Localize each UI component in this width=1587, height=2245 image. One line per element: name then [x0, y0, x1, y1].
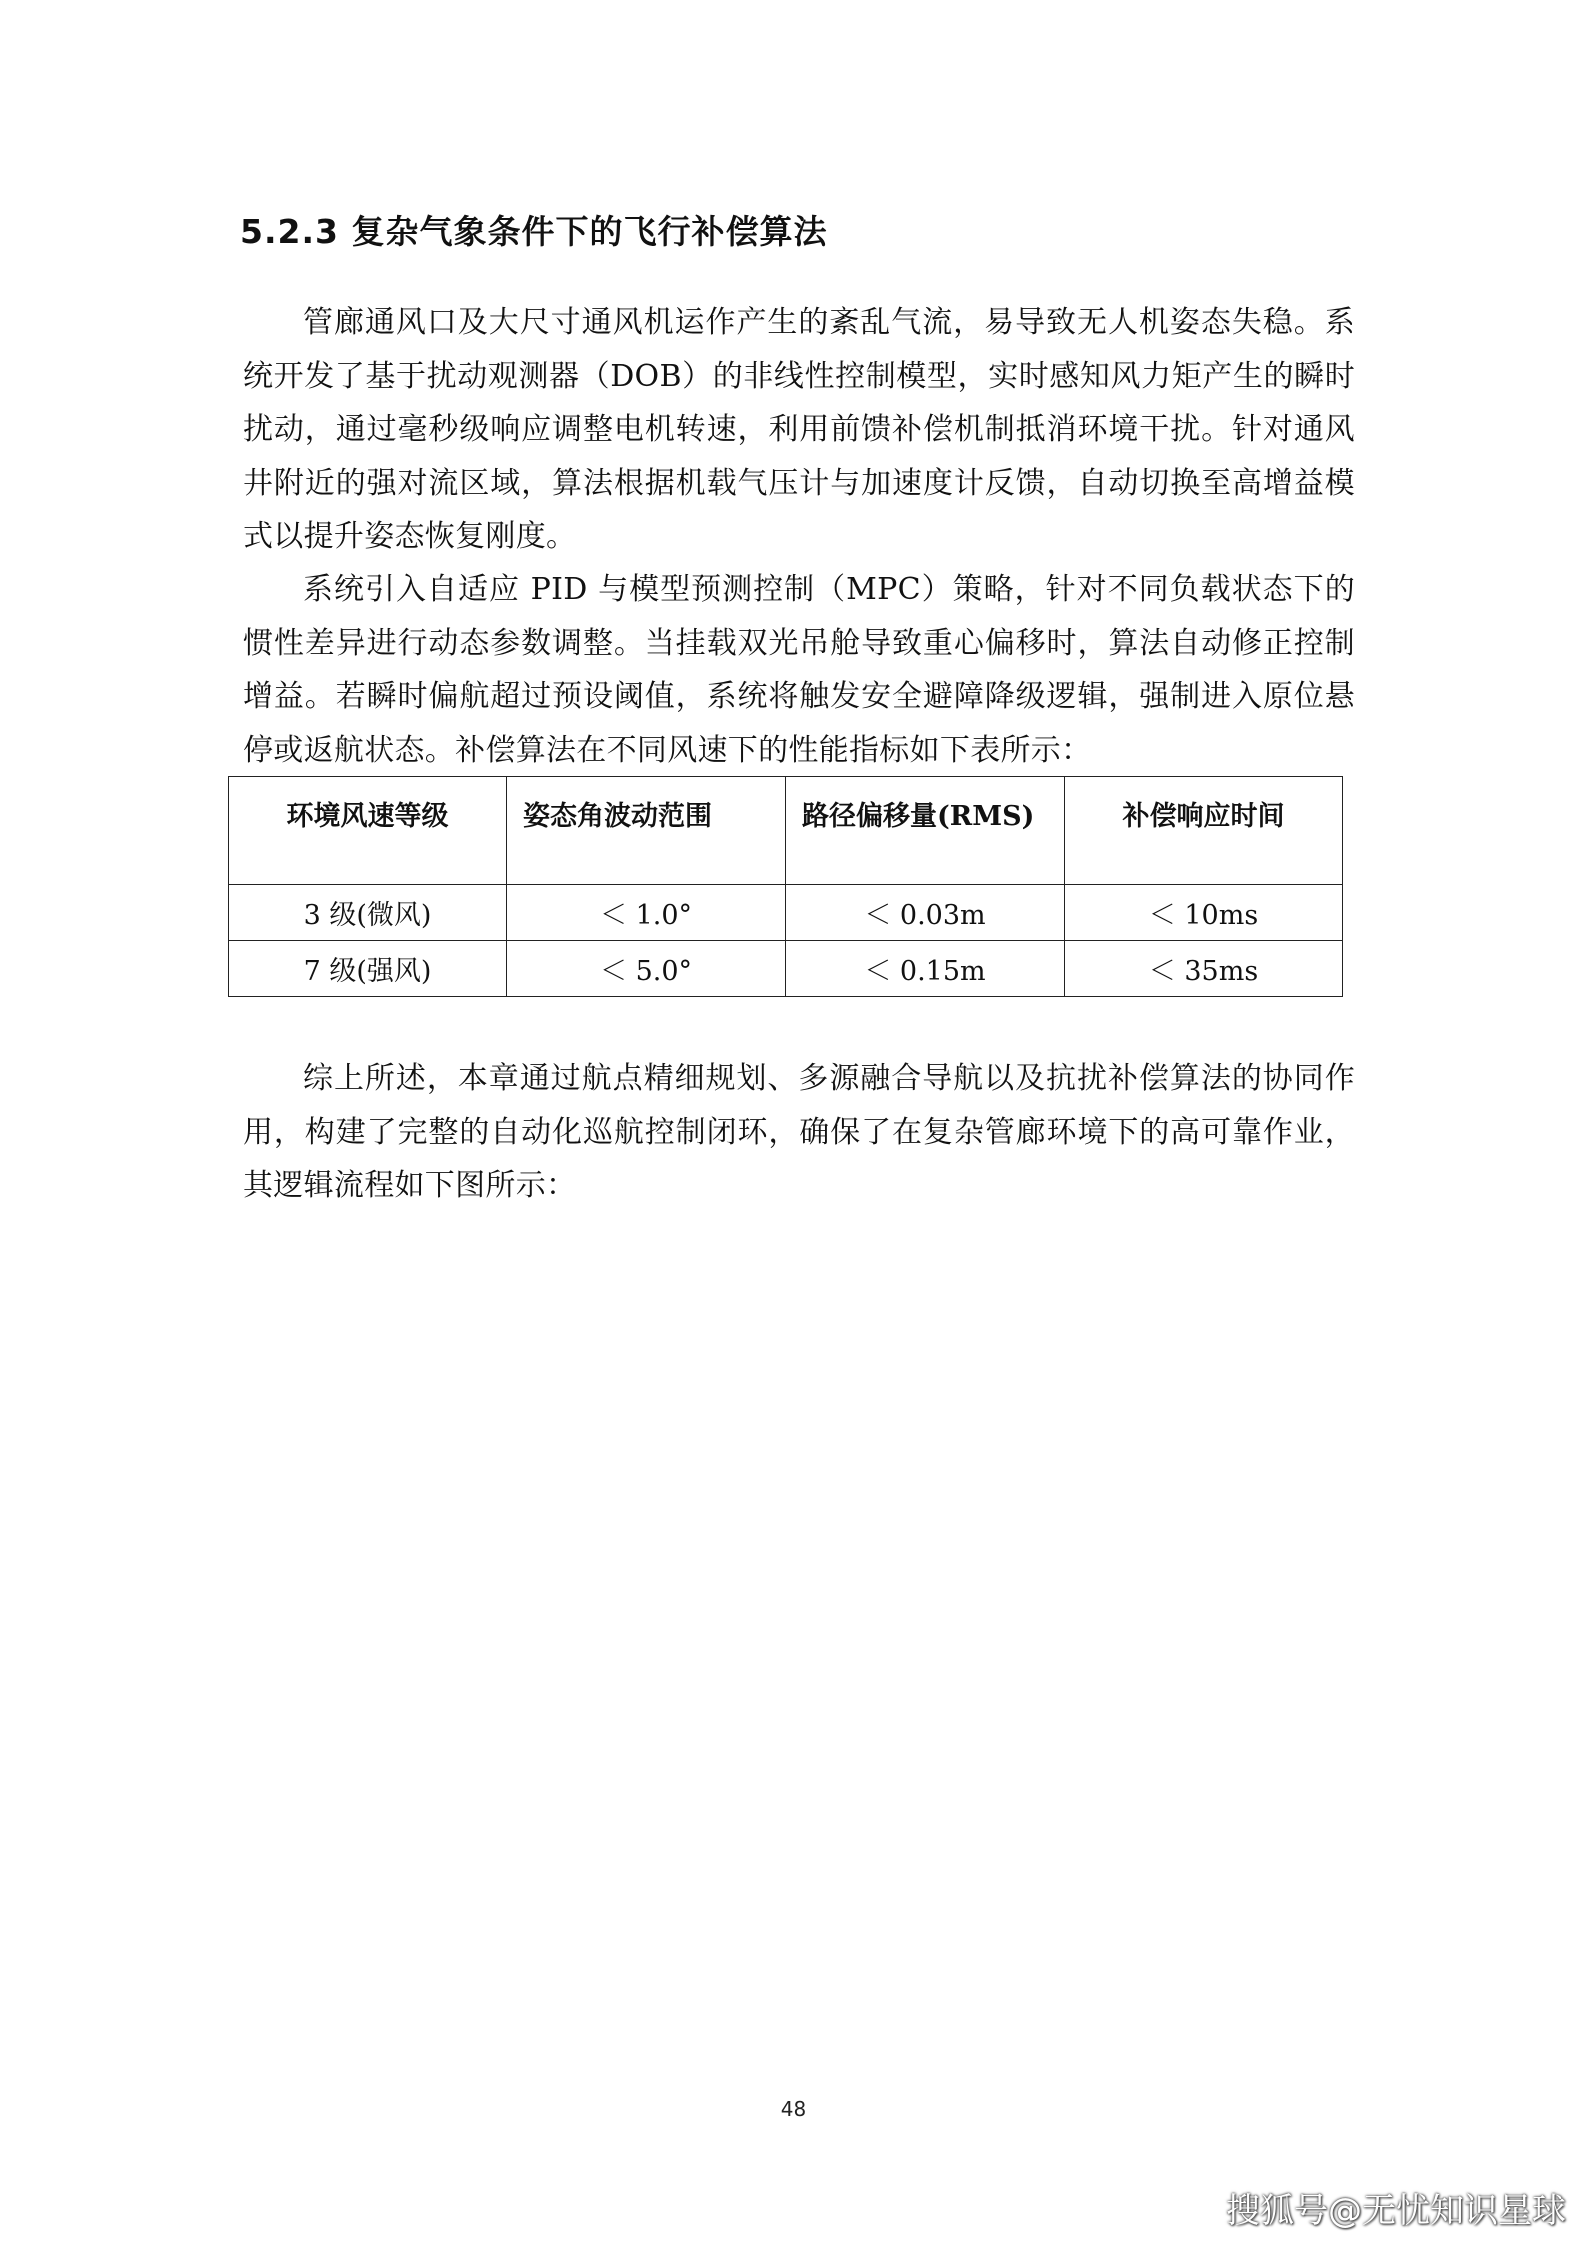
- paragraph-dob-control: 管廊通风口及大尺寸通风机运作产生的紊乱气流，易导致无人机姿态失稳。系统开发了基于扰动观测器（DOB）的非线性控制模型，实时感知风力矩产生的瞬时扰动，通过毫秒级响应调整电机转速，利用前馈补偿机制抵消环境干扰。针对通风井附近的强对流区域，算法根据机载气压计与加速度计反馈，自动切换至高增益模式以提升姿态恢复刚度。: [243, 305, 1355, 554]
- table-cell: ＜ 5.0°: [507, 941, 786, 997]
- table-row: [229, 941, 1343, 997]
- paragraph-adaptive-pid-mpc: 系统引入自适应 PID 与模型预测控制（MPC）策略，针对不同负载状态下的惯性差异进行动态参数调整。当挂载双光吊舱导致重心偏移时，算法自动修正控制增益。若瞬时偏航超过预设阈值，系统将触发安全避障降级逻辑，强制进入原位悬停或返航状态。补偿算法在不同风速下的性能指标如下表所示：: [243, 572, 1355, 768]
- table-cell: ＜ 10ms: [1065, 885, 1343, 941]
- table-header-cell: 姿态角波动范围: [507, 777, 786, 885]
- table-cell: 3 级(微风): [229, 885, 507, 941]
- table-header-cell: 环境风速等级: [229, 777, 507, 885]
- section-heading: 5.2.3 复杂气象条件下的飞行补偿算法: [240, 212, 828, 251]
- table-header-cell: 路径偏移量(RMS): [786, 777, 1065, 885]
- paragraph-summary: 综上所述，本章通过航点精细规划、多源融合导航以及抗扰补偿算法的协同作用，构建了完整的自动化巡航控制闭环，确保了在复杂管廊环境下的高可靠作业，其逻辑流程如下图所示：: [243, 1061, 1355, 1203]
- table-cell: ＜ 1.0°: [507, 885, 786, 941]
- compensation-performance-table: [228, 776, 1343, 997]
- watermark: 搜狐号@无忧知识星球: [1226, 2191, 1566, 2231]
- table-header-cell: 补偿响应时间: [1065, 777, 1343, 885]
- table-cell: ＜ 0.03m: [786, 885, 1065, 941]
- table-header-row: [229, 777, 1343, 885]
- table-row: [229, 885, 1343, 941]
- table-cell: ＜ 0.15m: [786, 941, 1065, 997]
- page-number: 48: [780, 2097, 807, 2121]
- table-cell: ＜ 35ms: [1065, 941, 1343, 997]
- table-cell: 7 级(强风): [229, 941, 507, 997]
